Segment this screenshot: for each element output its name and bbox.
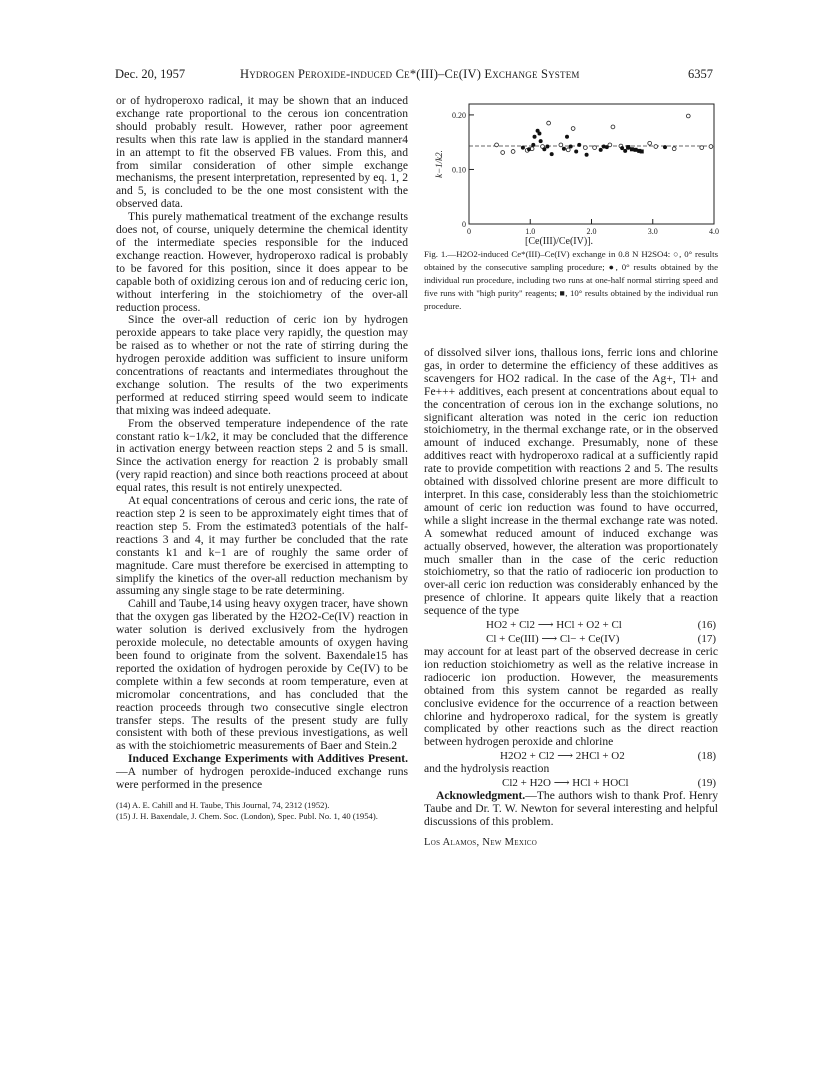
filled-circle-point [599,148,603,152]
y-tick-label: 0.20 [452,110,466,120]
filled-circle-point [531,143,535,147]
footnote: (15) J. H. Baxendale, J. Chem. Soc. (London), Spec. Publ. No. 1, 40 (1954). [116,810,378,821]
right-column [424,347,718,850]
open-circle-point [700,146,704,150]
paragraph: Cahill and Taube,14 using heavy oxygen tracer, have shown that the oxygen gas liberated by the H2O2-Ce(IV) reaction in water solution is derived exclusively from the hydrogen peroxide molecule, no detectable amounts of oxygen having been found to originate from the solvent. Baxendale15 has reported the oxidation of hydrogen peroxide by Ce(IV) to be complete within a few seconds at room temperature, even at micromolar concentrations, and has concluded that the reaction proceeds through two consecutive single electron transfer steps. The results of the present study are fully consistent with both of these previous investigations, as well as with the stoichiometric measurements of Baer and Stein.2 [116,597,408,753]
equation-text: Cl2 + H2O ⟶ HCl + HOCl [502,777,629,790]
paragraph: From the observed temperature independence of the rate constant ratio k−1/k2, it may be concluded that the difference in activation energy between reaction steps 2 and 5 is small. Since the activation energy for reaction 2 is probably small (very rapid reaction) and since both reactions proceed at about equal rates, this result is not entirely unexpected. [116,416,408,495]
paragraph-text: —A number of hydrogen peroxide-induced exchange runs were performed in the presence [116,765,408,792]
equation-number: (17) [697,633,716,646]
filled-square-point [626,145,630,149]
filled-circle-point [562,147,566,151]
footnote: (14) A. E. Cahill and H. Taube, This Journal, 74, 2312 (1952). [116,799,330,810]
plot-frame [469,104,714,224]
paragraph: of dissolved silver ions, thallous ions, ferric ions and chlorine gas, in order to determine the efficiency of these additives as scavengers for HO2 radical. In the case of the Ag+, Tl+ and Fe+++ additives, each present at concentrations about equal to the concentration of cerous ion in the exchange solutions, no significant alteration was noted in the ceric ion reduction stoichiometry, in the thermal exchange rate, or in the observed amount of induced exchange. Presumably, none of these additives react with hydroperoxo radical at a sufficiently rapid rate to provide competition with reactions 2 and 5. The results obtained with dissolved chlorine present are more difficult to interpret. In this case, considerably less than the stoichiometric amount of ceric ion reduction was found to have occurred, while a slight increase in the thermal exchange rate was noted. A somewhat reduced amount of induced exchange was actually observed, however, the alteration was proportionately much smaller than in the case of the ceric reduction stoichiometry, so that the ratio of radioceric ion production to over-all ceric ion reduction was considerably enhanced by the presence of chlorine. It appears quite likely that a reaction sequence of the type [424,346,718,618]
equation-19 [424,776,718,790]
equation-16 [424,618,718,632]
filled-square-point [634,148,638,152]
equation-number: (19) [697,777,716,790]
filled-circle-point [537,131,541,135]
running-header [115,66,713,82]
x-tick-label: 3.0 [647,227,658,236]
figure-caption: Fig. 1.—H2O2-induced Ce*(III)–Ce(IV) exchange in 0.8 N H2SO4: ○, 0° results obtained by the consecutive sampling procedure; ●, 0° results obtained by the individual run procedure, including two runs at one-half normal stirring speed and five runs with "high purity" reagents; ■, 10° results obtained by the individual run procedure. [424,249,718,311]
equation-text: HO2 + Cl2 ⟶ HCl + O2 + Cl [486,619,622,632]
filled-circle-point [527,147,531,151]
filled-circle-point [545,145,549,149]
paragraph: Since the over-all reduction of ceric ion by hydrogen peroxide appears to take place very rapidly, the question may be raised as to whether or not the rate of stirring during the hydrogen peroxide addition was sufficient to insure uniform concentrations of reactants and intermediates throughout the exchange solution. The results of the two experiments performed at reduced stirring speed would seem to indicate that mixing was indeed adequate. [116,313,408,417]
filled-circle-point [605,145,609,149]
paragraph: may account for at least part of the observed decrease in ceric ion reduction stoichiometry as well as the relative increase in radioceric ion production. However, the measurements obtained from this system cannot be regarded as really conclusive evidence for the occurrence of a reaction between chlorine and hydroperoxo radical, for the system is greatly complicated by other reactions such as the direct reaction between hydrogen peroxide and chlorine [424,645,718,749]
filled-circle-point [550,152,554,156]
affiliation: Los Alamos, New Mexico [424,836,538,848]
x-tick-label: 1.0 [525,227,536,236]
x-tick-label: 4.0 [709,227,719,236]
equation-number: (18) [697,750,716,763]
filled-circle-point [620,146,624,150]
paragraph: This purely mathematical treatment of the exchange results does not, of course, uniquely determine the chemical identity of the intermediate species responsible for the induced exchange reaction. However, hydroperoxo radical is probably to be favored for this position, since it does appear to be capable both of oxidizing cerous ion and of reducing ceric ion, without interfering in the stoichiometry of the over-all reduction process. [116,210,408,314]
filled-circle-point [533,135,537,139]
equation-18 [424,749,718,763]
open-circle-point [559,143,563,147]
equation-text: H2O2 + Cl2 ⟶ 2HCl + O2 [500,750,625,763]
x-axis-label: [Ce(III)/Ce(IV)]. [525,236,594,247]
y-tick-label: 0 [462,220,466,229]
y-tick-label: 0.10 [452,165,466,175]
paragraph: or of hydroperoxo radical, it may be shown that an induced exchange rate proportional to the cerous ion concentration should probably result. However, rather poor agreement results when this rate law is applied in the standard manner4 in an attempt to fit the observed FB values. From this, and from similar consideration of other simple exchange mechanisms, the present interpretation, represented by eq. 1, 2 and 5, is concluded to be the one most consistent with the observed data. [116,94,408,211]
open-circle-point [501,151,505,155]
x-tick-label: 2.0 [586,227,597,236]
plot-area [434,104,719,236]
left-column [116,95,408,822]
section-heading: Induced Exchange Experiments with Additives Present. [128,752,408,766]
header-page-number: 6357 [688,67,713,81]
paragraph: At equal concentrations of cerous and ceric ions, the rate of reaction step 2 is seen to be approximately eight times that of reaction step 5. From the estimated3 potentials of the half-reactions 3 and 4, it may further be concluded that the rate constants k1 and k−1 are of roughly the same order of magnitude. Care must therefore be exercised in attempting to simplify the kinetics of the over-all reduction mechanism by assuming any single stage to be rate determining. [116,494,408,598]
filled-circle-point [623,149,627,153]
filled-circle-point [569,145,573,149]
open-circle-point [686,114,690,118]
filled-circle-point [574,149,578,153]
equation-number: (16) [697,619,716,632]
y-axis-label: k−1/k2. [434,150,444,178]
filled-circle-point [539,139,543,143]
open-circle-point [654,145,658,149]
header-date: Dec. 20, 1957 [115,67,186,81]
open-circle-point [511,150,515,154]
open-circle-point [648,141,652,145]
filled-circle-point [585,153,589,157]
filled-circle-point [577,143,581,147]
open-circle-point [611,125,615,129]
filled-circle-point [565,135,569,139]
paragraph-text: —The authors wish to thank Prof. Henry Taube and Dr. T. W. Newton for several interesting and helpful discussions of this problem. [424,789,718,828]
open-circle-point [672,147,676,151]
filled-circle-point [542,147,546,151]
open-circle-point [547,121,551,125]
paragraph [424,790,718,829]
filled-circle-point [663,145,667,149]
open-circle-point [495,143,499,147]
paragraph [116,753,408,792]
paragraph: and the hydrolysis reaction [424,762,550,776]
open-circle-point [571,127,575,131]
open-circle-point [709,145,713,149]
header-title: Hydrogen Peroxide-induced Ce*(III)–Ce(IV) Exchange System [240,67,580,81]
filled-square-point [640,149,644,153]
equation-17 [424,632,718,646]
x-tick-label: 0 [467,227,471,236]
open-circle-point [583,146,587,150]
filled-circle-point [521,146,525,150]
footnotes [116,800,408,822]
equation-text: Cl + Ce(III) ⟶ Cl− + Ce(IV) [486,633,620,646]
open-circle-point [593,146,597,150]
figure-1-chart [424,96,720,246]
filled-square-point [630,147,634,151]
open-circle-point [566,148,570,152]
section-heading: Acknowledgment. [436,789,526,803]
